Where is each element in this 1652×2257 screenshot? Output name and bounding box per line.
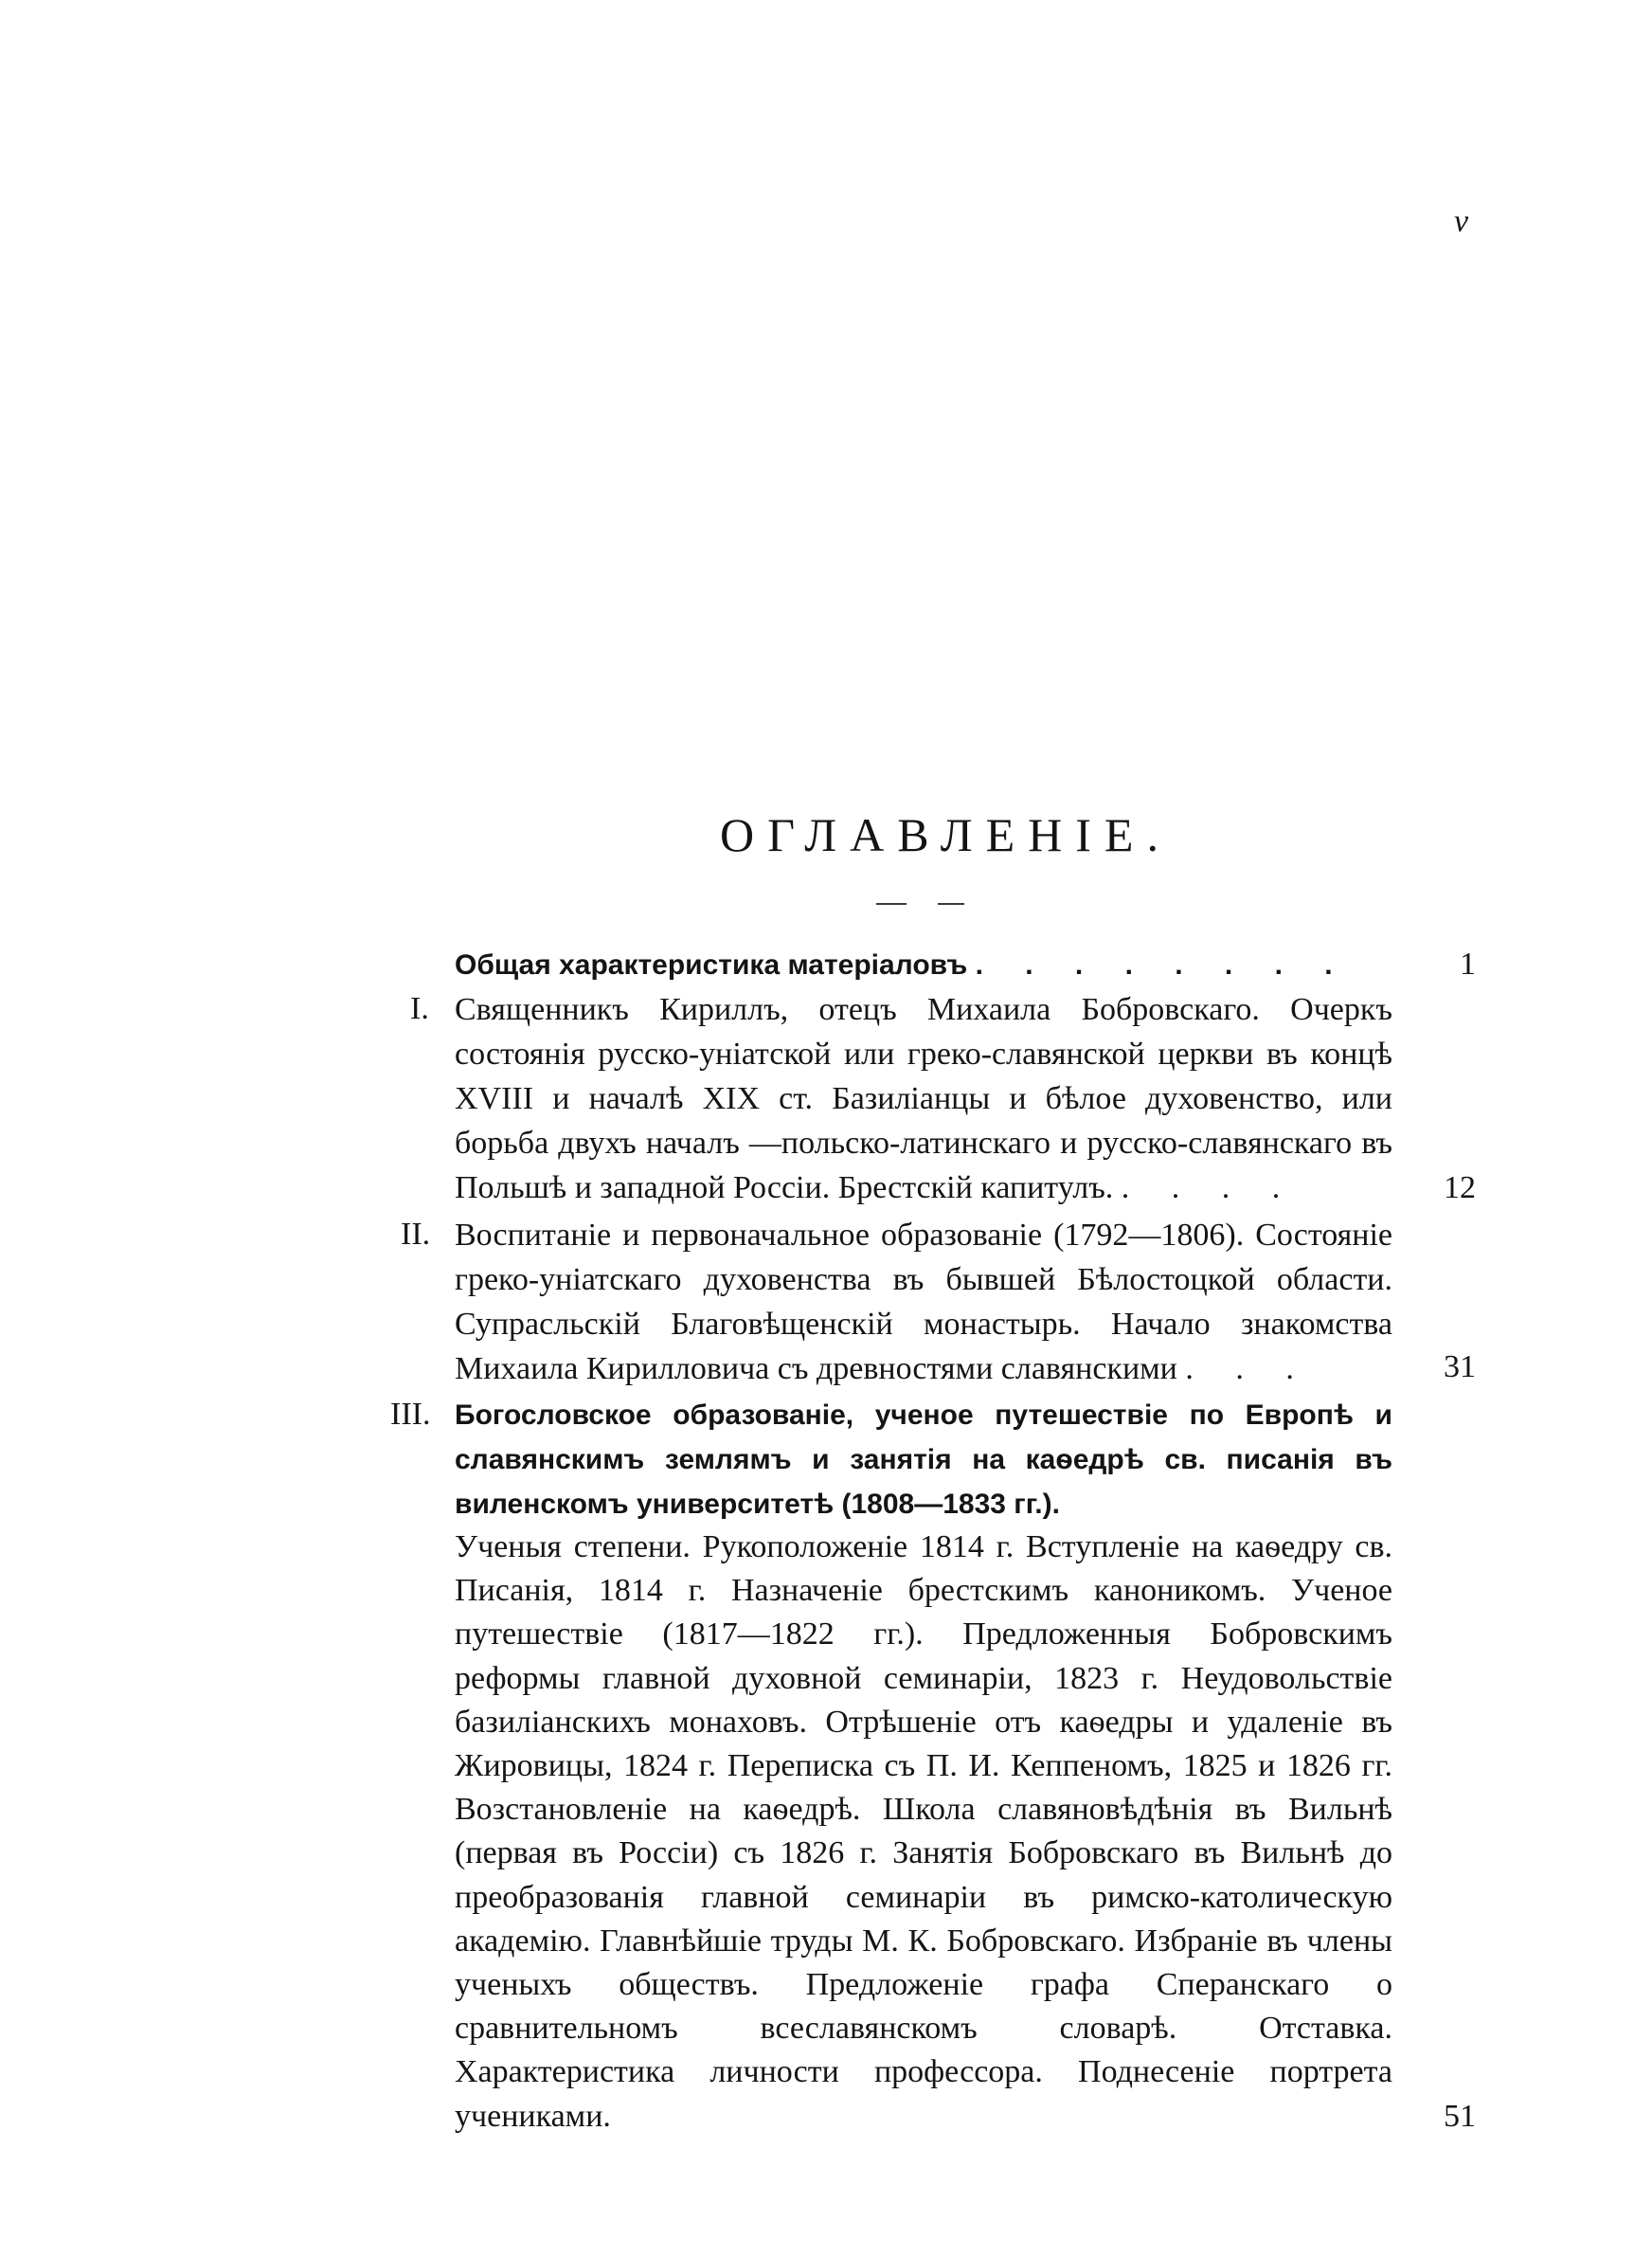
entry-title: Общая характеристика матеріаловъ (455, 949, 968, 981)
leader-dots: . . . (1185, 1351, 1311, 1386)
title-rule-left (876, 903, 907, 905)
entry-description: Ученыя степени. Рукоположеніе 1814 г. Вступленіе на каѳедру св. Писанія, 1814 г. Назначеніе брестскимъ каноникомъ. Ученое путешествіе (1817—1822 гг.). Предложенныя Бобровскимъ реформы главной духовной семинаріи, 1823 г. Неудовольствіе базиліанскихъ монаховъ. Отрѣшеніе отъ каѳедры и удаленіе въ Жировицы, 1824 г. Переписка съ П. И. Кеппеномъ, 1825 и 1826 гг. Возстановленіе на каѳедрѣ. Школа славяновѣдѣнія въ Вильнѣ (первая въ Россіи) съ 1826 г. Занятія Бобровскаго въ Вильнѣ до преобразованія главной семинаріи въ римско-католическую академію. Главнѣйшіе труды М. К. Бобровскаго. Избраніе въ члены ученыхъ обществъ. Предложеніе графа Сперанскаго о сравнительномъ всеславянскомъ словарѣ. Отставка. Характеристика личности профессора. Поднесеніе портрета учениками. (455, 1529, 1392, 2134)
entry-text (455, 1213, 1392, 1391)
title-rule-right (938, 903, 964, 905)
entry-text (455, 987, 1392, 1210)
chapter-numeral: I. (410, 991, 429, 1026)
leader-dots: . . . . . . . . (975, 949, 1350, 981)
chapter-numeral: III. (390, 1397, 431, 1432)
entry-page-number: 51 (1444, 2099, 1476, 2134)
chapter-heading: Богословское образованіе, ученое путешествіе по Европѣ и славянскимъ землямъ и занятія на каѳедрѣ св. писанія въ виленскомъ университетѣ (1808—1833 гг.). (455, 1399, 1392, 1520)
entry-text (455, 943, 1392, 987)
entry-page-number: 31 (1444, 1349, 1476, 1384)
chapter-numeral: II. (401, 1217, 431, 1252)
entry-description: Воспитаніе и первоначальное образованіе (1792—1806). Состояніе греко-уніатскаго духовенства въ бывшей Бѣлостоцкой области. Супрасльскій Благовѣщенскій монастырь. Начало знакомства Михаила Кирилловича съ древностями славянскими (455, 1218, 1392, 1386)
entry-page-number: 12 (1444, 1170, 1476, 1205)
page-title: ОГЛАВЛЕНІЕ. (720, 808, 1172, 861)
entry-description: Священникъ Кириллъ, отецъ Михаила Бобровскаго. Очеркъ состоянія русско-уніатской или греко-славянской церкви въ концѣ XVIII и началѣ XIX ст. Базиліанцы и бѣлое духовенство, или борьба двухъ началъ —польско-латинскаго и русско-славянскаго въ Польшѣ и западной Россіи. Брестскій капитулъ. (455, 992, 1392, 1205)
page-number: v (1454, 204, 1469, 239)
leader-dots: . . . . (1121, 1170, 1298, 1205)
entry-page-number: 1 (1460, 947, 1476, 982)
